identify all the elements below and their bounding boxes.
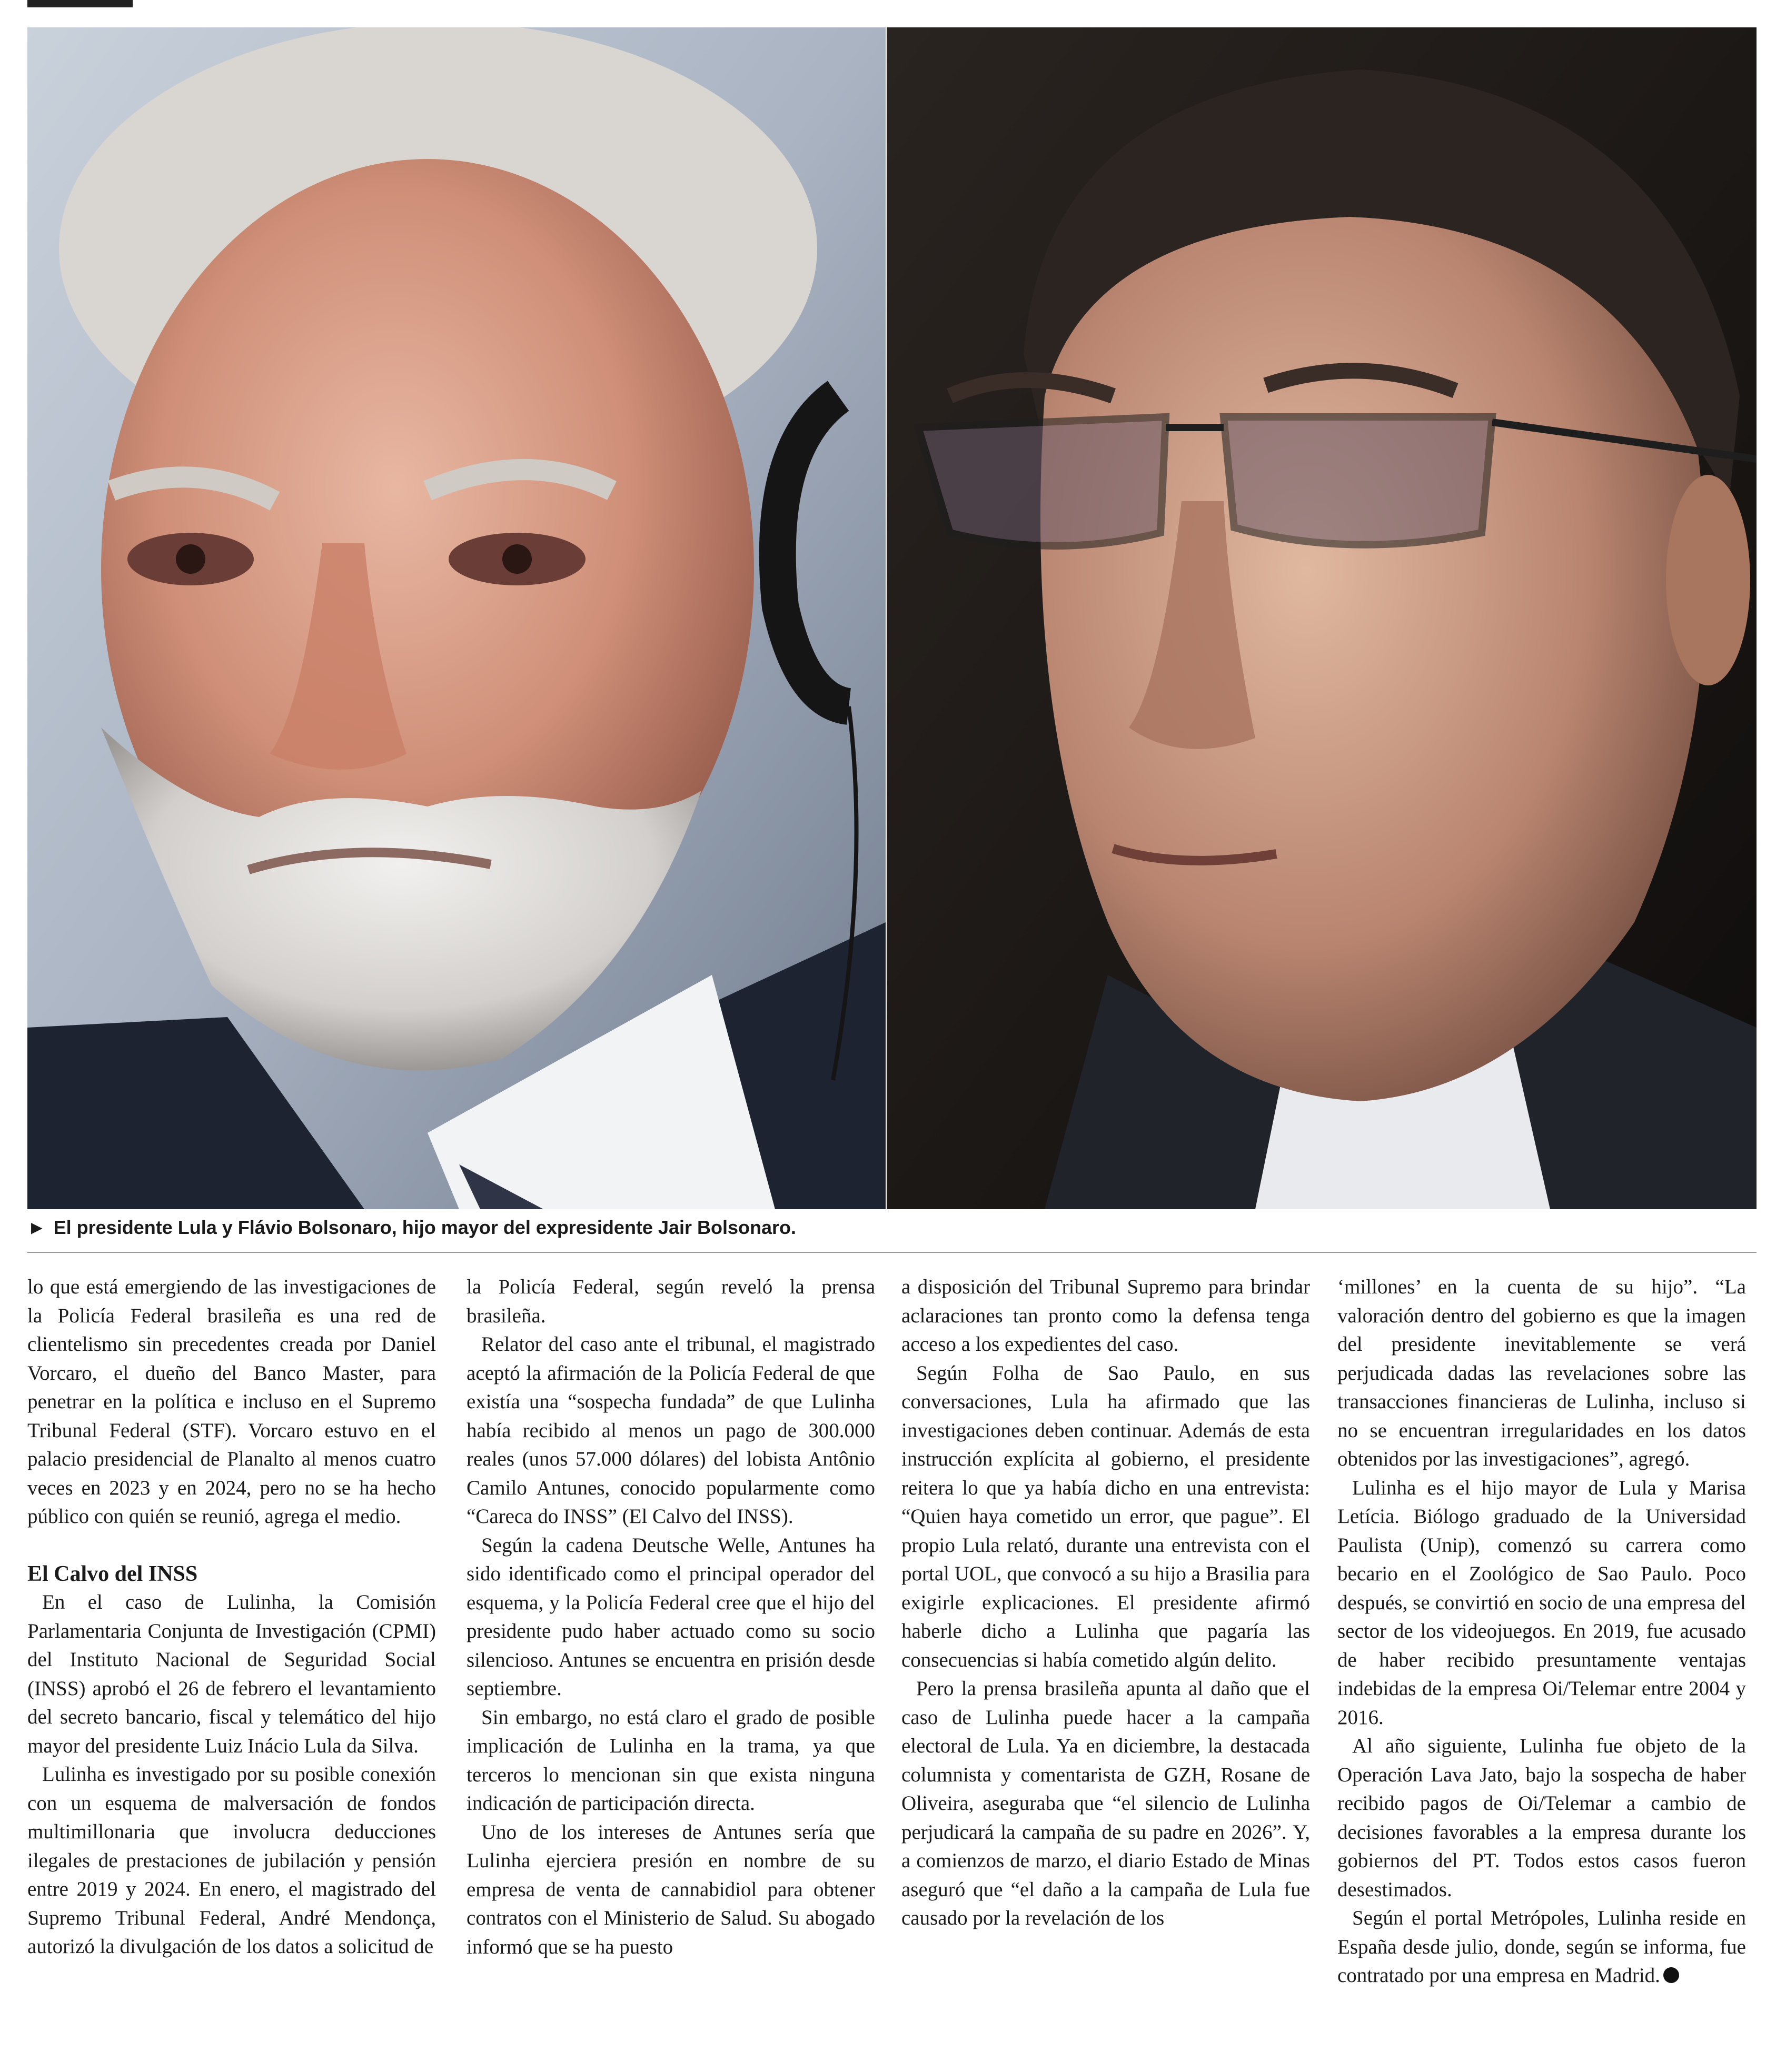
article-column-1 <box>27 1273 436 1961</box>
previous-headline-fragment <box>27 0 133 7</box>
caption-arrow-icon: ► <box>27 1217 46 1238</box>
paragraph: Pero la prensa brasileña apunta al daño que el caso de Lulinha puede hacer a la campaña electoral de Lula. Ya en diciembre, la destacada columnista y comentarista de GZH, Rosane de Oliveira, aseguraba que “el silencio de Lulinha perjudicará la campaña de su padre en 2026”. Y, a comienzos de marzo, el diario Estado de Minas aseguró que “el daño a la campaña de Lula fue causado por la revelación de los <box>901 1677 1310 1929</box>
portrait-lula-illustration <box>27 27 886 1209</box>
paragraph: Relator del caso ante el tribunal, el magistrado aceptó la afirmación de la Policía Federal de que existía una “sospecha fundada” de que Lulinha había recibido al menos un pago de 300.000 reales (unos 57.000 dólares) del lobista Antônio Camilo Antunes, conocido popularmente como “Careca do INSS” (El Calvo del INSS). <box>467 1333 875 1528</box>
paragraph: a disposición del Tribunal Supremo para brindar aclaraciones tan pronto como la defensa tenga acceso a los expedientes del caso. <box>901 1276 1310 1356</box>
paragraph: Sin embargo, no está claro el grado de posible implicación de Lulinha en la trama, ya que terceros lo mencionan sin que exista ninguna indicación de participación directa. <box>467 1706 875 1815</box>
paragraph: ‘millones’ en la cuenta de su hijo”. “La valoración dentro del gobierno es que la imagen del presidente inevitablemente se verá perjudicada dadas las revelaciones sobre las transacciones financieras de Lulinha, incluso si no se encuentran irregularidades en los datos obtenidos por las investigaciones”, agregó. <box>1337 1276 1746 1470</box>
paragraph: En el caso de Lulinha, la Comisión Parlamentaria Conjunta de Investigación (CPMI) del Instituto Nacional de Seguridad Social (INSS) aprobó el 26 de febrero el levantamiento del secreto bancario, fiscal y telemático del hijo mayor del presidente Luiz Inácio Lula da Silva. <box>27 1591 436 1757</box>
photo-flavio-bolsonaro <box>887 27 1757 1209</box>
paragraph: Según Folha de Sao Paulo, en sus conversaciones, Lula ha afirmado que las investigaciones deben continuar. Además de esta instrucción explícita al gobierno, el presidente reitera lo que ya había dicho en una entrevista: “Quien haya cometido un error, que pague”. El propio Lula relató, durante una entrevista con el portal UOL, que convocó a su hijo a Brasilia para exigirle explicaciones. El presidente afirmó haberle dicho a Lulinha que pagaría las consecuencias si había cometido algún delito. <box>901 1361 1310 1671</box>
end-of-article-icon <box>1663 1967 1679 1983</box>
subheading: El Calvo del INSS <box>27 1561 198 1586</box>
caption-text: El presidente Lula y Flávio Bolsonaro, hijo mayor del expresidente Jair Bolsonaro. <box>53 1217 797 1238</box>
spacer <box>27 1531 436 1560</box>
article-column-3 <box>901 1273 1310 1933</box>
photo-lula <box>27 27 886 1209</box>
paragraph: lo que está emergiendo de las investigaciones de la Policía Federal brasileña es una red de clientelismo sin precedentes creada por Daniel Vorcaro, el dueño del Banco Master, para penetrar en la política e incluso en el Supremo Tribunal Federal (STF). Vorcaro estuvo en el palacio presidencial de Planalto al menos cuatro veces en 2023 y en 2024, pero no se ha hecho público con quién se reunió, agrega el medio. <box>27 1276 436 1528</box>
article-column-2 <box>467 1273 875 1961</box>
paragraph: Uno de los intereses de Antunes sería que Lulinha ejerciera presión en nombre de su empresa de venta de cannabidiol para obtener contratos con el Ministerio de Salud. Su abogado informó que se ha puesto <box>467 1820 875 1958</box>
portrait-bolsonaro-illustration <box>887 27 1757 1209</box>
paragraph: Lulinha es investigado por su posible conexión con un esquema de malversación de fondos multimillonaria que involucra deducciones ilegales de prestaciones de jubilación y pensión entre 2019 y 2024. En enero, el magistrado del Supremo Tribunal Federal, André Mendonça, autorizó la divulgación de los datos a solicitud de <box>27 1763 436 1958</box>
final-paragraph-text: Según el portal Metrópoles, Lulinha reside en España desde julio, donde, según se informa, fue contratado por una empresa en Madrid. <box>1337 1907 1746 1987</box>
photo-caption <box>27 1215 1754 1240</box>
paragraph: Al año siguiente, Lulinha fue objeto de la Operación Lava Jato, bajo la sospecha de haber recibido pagos de Oi/Telemar a cambio de decisiones favorables a la empresa durante los gobiernos del PT. Todos estos casos fueron desestimados. <box>1337 1735 1746 1901</box>
paragraph: Según la cadena Deutsche Welle, Antunes ha sido identificado como el principal operador del esquema, y la Policía Federal cree que el hijo del presidente pudo haber actuado como su socio silencioso. Antunes se encuentra en prisión desde septiembre. <box>467 1533 875 1700</box>
article-column-4 <box>1337 1273 1746 1990</box>
caption-divider <box>27 1252 1757 1253</box>
paragraph: Lulinha es el hijo mayor de Lula y Marisa Letícia. Biólogo graduado de la Universidad Paulista (Unip), comenzó su carrera como becario en el Zoológico de Sao Paulo. Poco después, se convirtió en socio de una empresa del sector de los videojuegos. En 2019, fue acusado de haber recibido presuntamente ventajas indebidas de la empresa Oi/Telemar entre 2004 y 2016. <box>1337 1476 1746 1729</box>
paragraph: la Policía Federal, según reveló la prensa brasileña. <box>467 1276 875 1327</box>
paragraph-final <box>1337 1904 1746 1990</box>
